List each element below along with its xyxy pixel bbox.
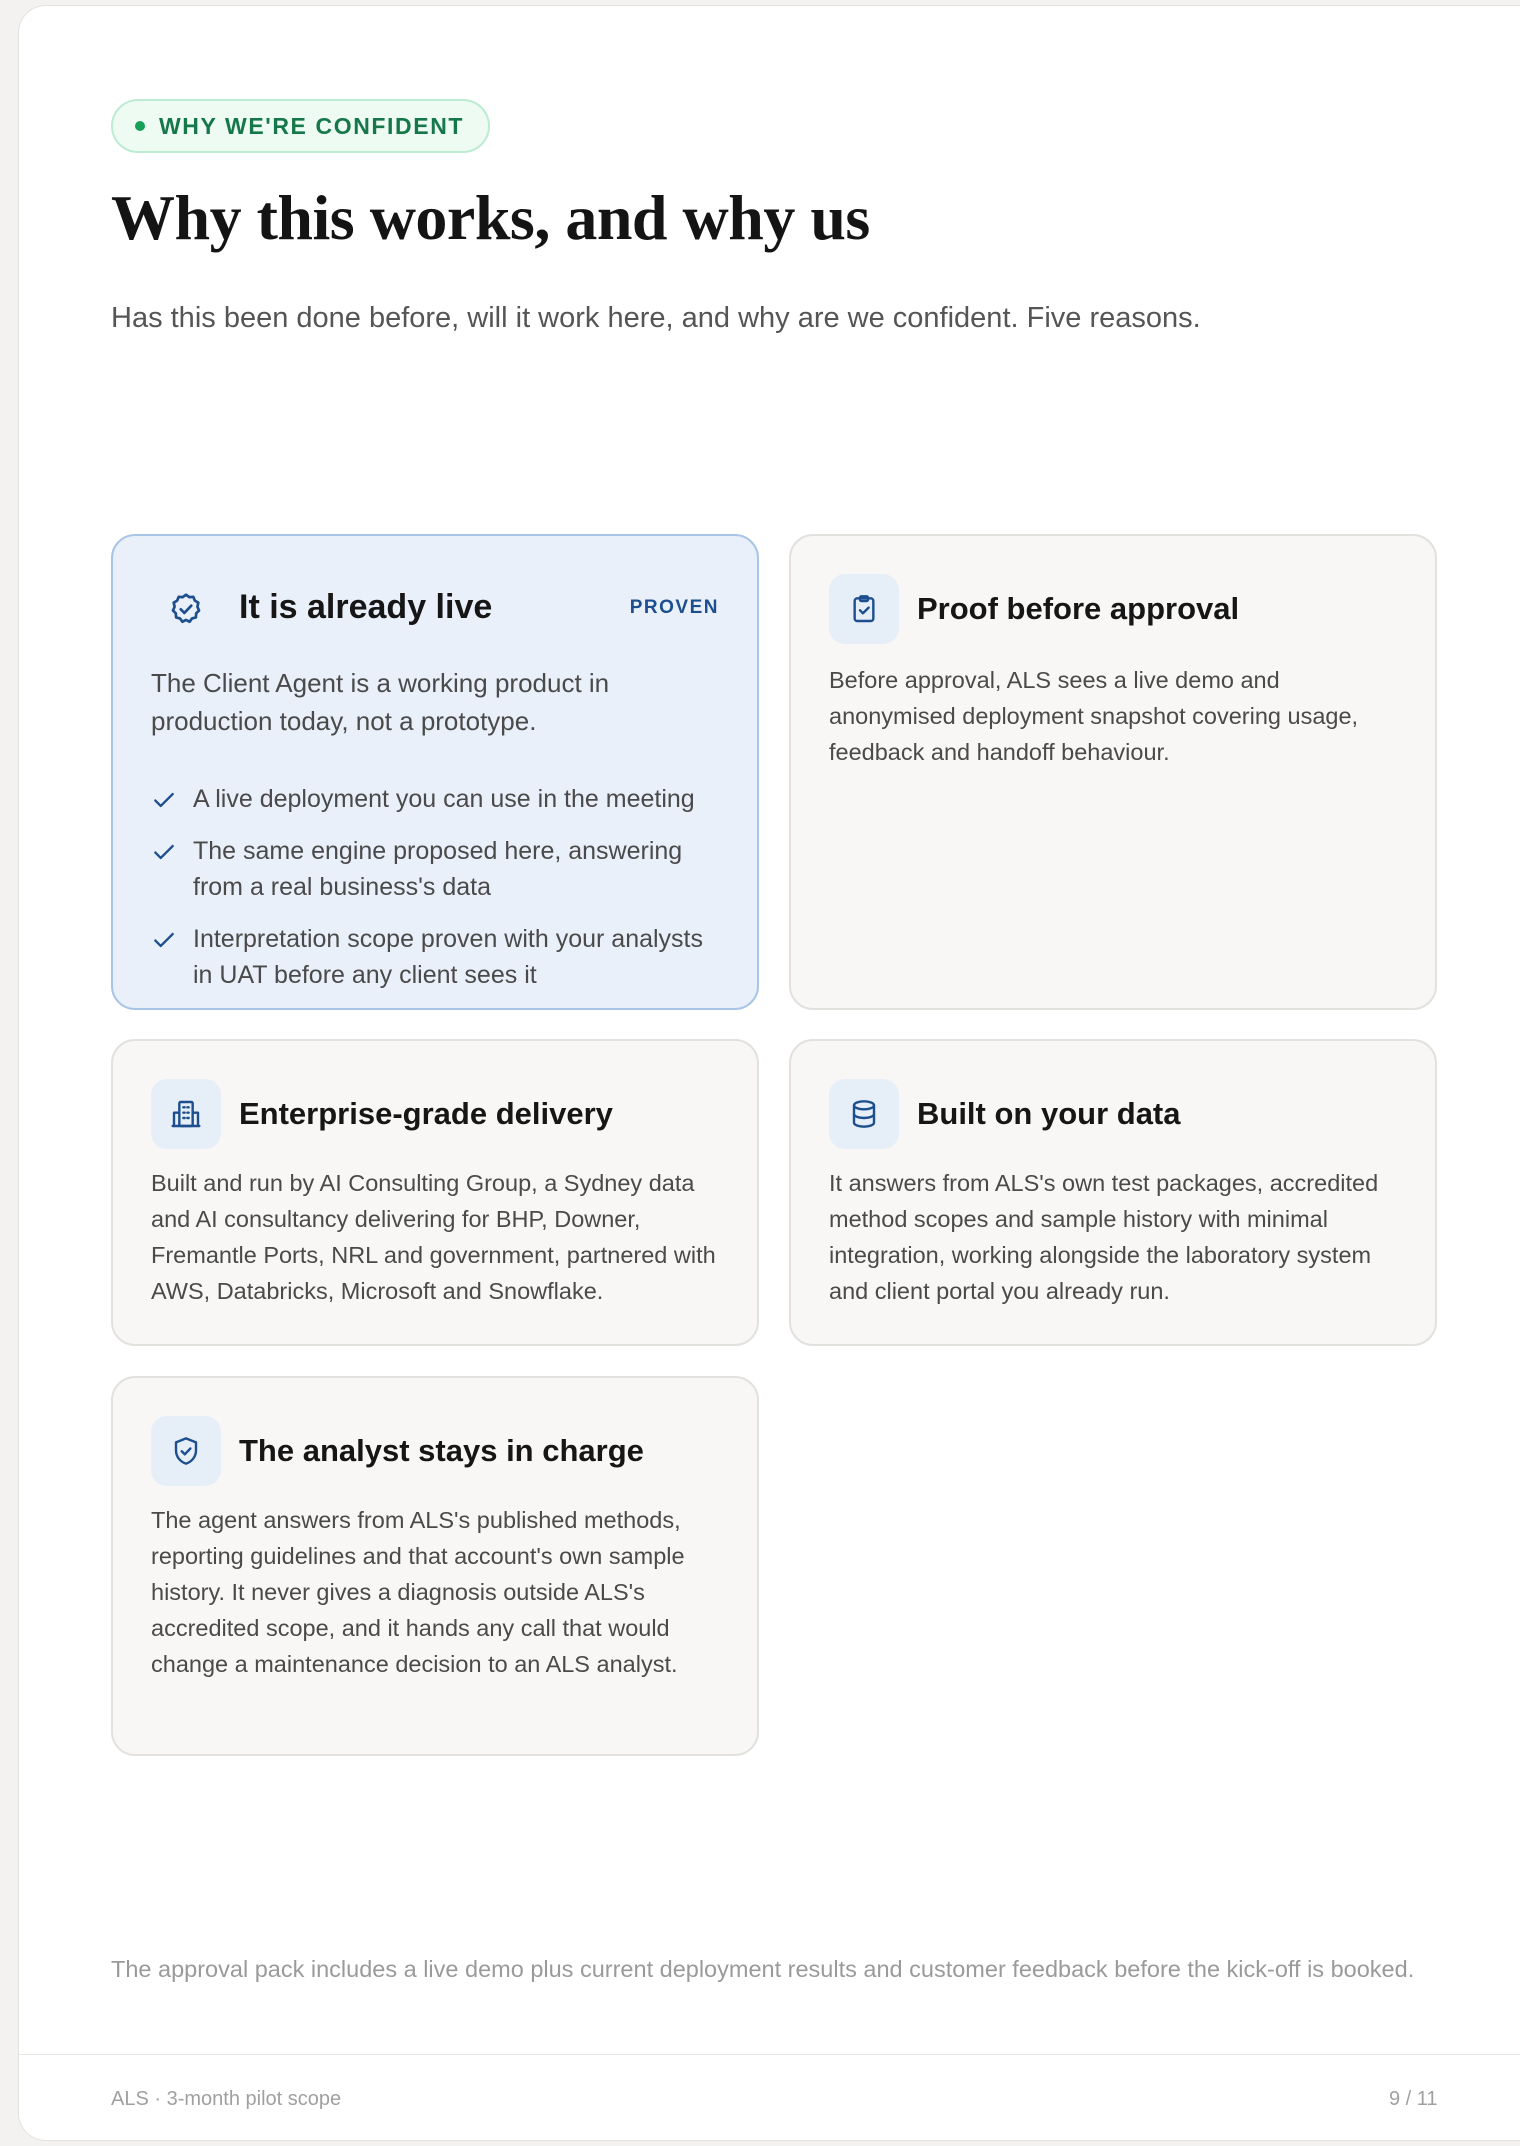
checklist-item-label: The same engine proposed here, answering from a real business's data [193, 837, 683, 901]
card-title: Enterprise-grade delivery [239, 1096, 613, 1131]
checklist-item-label: Interpretation scope proven with your analysts in UAT before any client sees it [193, 925, 703, 989]
page-title: Why this works, and why us [111, 182, 870, 253]
proven-badge: PROVEN [629, 597, 719, 618]
card-body: It answers from ALS's own test packages, accredited method scopes and sample history with minimal integration, working alongside the laboratory system and client portal you already run. [829, 1170, 1379, 1304]
footer-label: ALS · 3-month pilot scope [111, 2088, 342, 2110]
card-built-on-your-data [789, 1039, 1437, 1346]
eyebrow-label: WHY WE'RE CONFIDENT [159, 112, 465, 139]
building-icon [151, 1079, 221, 1149]
card-body: Before approval, ALS sees a live demo and anonymised deployment snapshot covering usage, feedback and handoff behaviour. [829, 667, 1359, 765]
card-proof-before-approval [789, 534, 1437, 1010]
card-already-live [111, 534, 759, 1010]
checklist-item [151, 781, 727, 817]
database-icon [829, 1079, 899, 1149]
checklist-item [151, 921, 727, 993]
badge-check-icon [151, 574, 221, 644]
shield-check-icon [151, 1416, 221, 1486]
card-enterprise-delivery [111, 1039, 759, 1346]
checklist-item-label: A live deployment you can use in the meeting [193, 785, 695, 813]
card-body: The agent answers from ALS's published methods, reporting guidelines and that account's own sample history. It never gives a diagnosis outside ALS's accredited scope, and it hands any call that would change a maintenance decision to an ALS analyst. [151, 1507, 685, 1677]
footnote: The approval pack includes a live demo plus current deployment results and customer feedback before the kick-off is booked. [111, 1956, 1415, 1982]
card-body: The Client Agent is a working product in production today, not a prototype. [151, 668, 610, 736]
page-subtitle: Has this been done before, will it work here, and why are we confident. Five reasons. [111, 302, 1201, 334]
card-title: Built on your data [917, 1096, 1181, 1131]
check-icon [151, 839, 177, 865]
card-body: Built and run by AI Consulting Group, a Sydney data and AI consultancy delivering for BHP, Downer, Fremantle Ports, NRL and government, partnered with AWS, Databricks, Microsoft and Snowflake. [151, 1170, 716, 1304]
checklist [151, 781, 727, 1009]
check-icon [151, 927, 177, 953]
check-icon [151, 787, 177, 813]
page-number: 9 / 11 [1389, 2088, 1438, 2110]
card-title: Proof before approval [917, 591, 1240, 626]
card-title: The analyst stays in charge [239, 1433, 644, 1468]
card-title: It is already live [239, 588, 493, 626]
card-analyst-in-charge [111, 1376, 759, 1756]
checklist-item [151, 833, 727, 905]
clipboard-check-icon [829, 574, 899, 644]
status-dot-icon [135, 121, 145, 131]
footer-divider [19, 2054, 1520, 2055]
slide-page [18, 5, 1520, 2141]
eyebrow-pill [111, 99, 490, 153]
